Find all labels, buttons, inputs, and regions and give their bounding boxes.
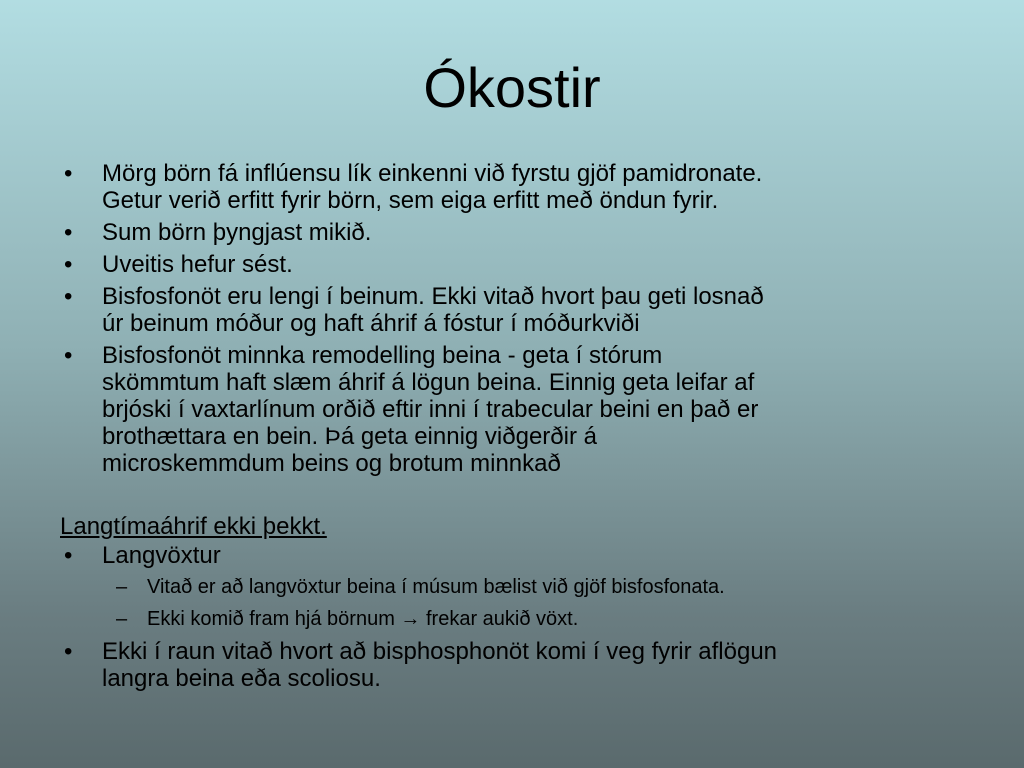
bullet-text: microskemmdum beins og brotum minnkað bbox=[102, 450, 561, 477]
bullet-marker: • bbox=[64, 160, 73, 187]
bullet-marker: • bbox=[64, 342, 73, 369]
bullet-text: úr beinum móður og haft áhrif á fóstur í móðurkviði bbox=[102, 310, 640, 337]
bullet-item bbox=[60, 160, 940, 214]
bullet-text: skömmtum haft slæm áhrif á lögun beina. Einnig geta leifar af bbox=[102, 369, 755, 396]
bullet-text: Uveitis hefur sést. bbox=[102, 251, 293, 278]
bullet-text: Langvöxtur bbox=[102, 542, 221, 569]
bullet-item bbox=[60, 638, 940, 692]
bullet-marker: • bbox=[64, 219, 73, 246]
section-subheading: Langtímaáhrif ekki þekkt. bbox=[60, 513, 327, 540]
bullet-text: brjóski í vaxtarlínum orðið eftir inni í trabecular beini en það er bbox=[102, 396, 759, 423]
bullet-marker: • bbox=[64, 542, 73, 569]
sub-bullet-item bbox=[60, 574, 940, 600]
bullet-text: brothættara en bein. Þá geta einnig viðgerðir á bbox=[102, 423, 597, 450]
bullet-text: Bisfosfonöt minnka remodelling beina - geta í stórum bbox=[102, 342, 663, 369]
sub-bullet-text: Ekki komið fram hjá börnum → frekar aukið vöxt. bbox=[147, 608, 579, 630]
bullet-marker: • bbox=[64, 251, 73, 278]
sub-bullet-marker: – bbox=[116, 608, 128, 630]
bullet-item bbox=[60, 542, 940, 569]
sub-bullet-item bbox=[60, 606, 940, 632]
bullet-text: Ekki í raun vitað hvort að bisphosphonöt komi í veg fyrir aflögun bbox=[102, 638, 778, 665]
bullet-text: Mörg börn fá inflúensu lík einkenni við fyrstu gjöf pamidronate. bbox=[102, 160, 763, 187]
bullet-text: Getur verið erfitt fyrir börn, sem eiga erfitt með öndun fyrir. bbox=[102, 187, 719, 214]
slide-title: Ókostir bbox=[423, 56, 601, 119]
bullet-text: langra beina eða scoliosu. bbox=[102, 665, 381, 692]
bullet-item bbox=[60, 219, 940, 246]
sub-bullet-text: Vitað er að langvöxtur beina í músum bælist við gjöf bisfosfonata. bbox=[147, 576, 725, 598]
bullet-item bbox=[60, 342, 940, 477]
bullet-text: Sum börn þyngjast mikið. bbox=[102, 219, 372, 246]
bullet-marker: • bbox=[64, 638, 73, 665]
slide-body bbox=[60, 160, 940, 697]
bullet-item bbox=[60, 251, 940, 278]
bullet-text: Bisfosfonöt eru lengi í beinum. Ekki vitað hvort þau geti losnað bbox=[102, 283, 764, 310]
bullet-marker: • bbox=[64, 283, 73, 310]
bullet-item bbox=[60, 283, 940, 337]
sub-bullet-marker: – bbox=[116, 576, 128, 598]
